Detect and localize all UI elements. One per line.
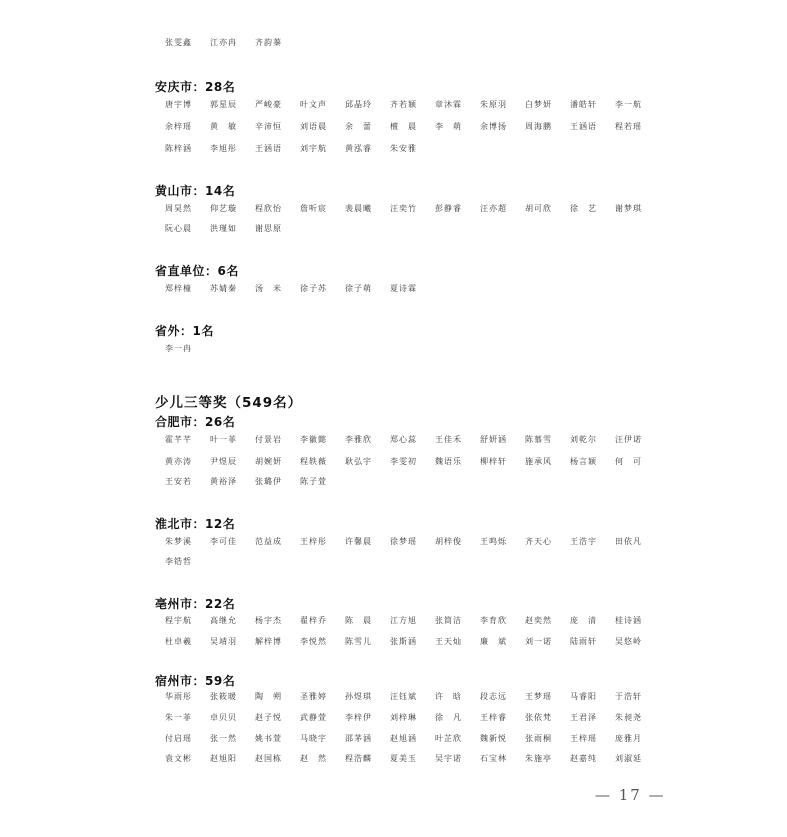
person-name: 徐梦瑶: [390, 537, 417, 546]
person-name: 阮心晨: [165, 224, 192, 233]
person-name: 朱安雅: [390, 144, 417, 153]
person-name: 王浩宇: [570, 537, 597, 546]
person-name: 程宇航: [165, 616, 192, 625]
person-name: 付启瑶: [165, 734, 192, 743]
section-heading-anqing: 安庆市：28名: [155, 80, 236, 94]
person-name: 张璐伊: [255, 477, 282, 486]
person-name: 李锆哲: [165, 557, 192, 566]
section-heading-huangshan: 黄山市：14名: [155, 184, 236, 198]
section-heading-provincial-units: 省直单位：6名: [155, 264, 239, 278]
person-name: 程若瑶: [615, 122, 642, 131]
person-name: 圣雅婷: [300, 692, 327, 701]
person-name: 陈子萱: [300, 477, 327, 486]
person-name: 程浩麟: [345, 754, 372, 763]
person-name: 刘宇航: [300, 144, 327, 153]
person-name: 朱原羽: [480, 100, 507, 109]
person-name: 张一然: [210, 734, 237, 743]
person-name: 唐宇博: [165, 100, 192, 109]
person-name: 严峻豪: [255, 100, 282, 109]
person-name: 许馨晨: [345, 537, 372, 546]
person-name: 詹听宸: [300, 204, 327, 213]
person-name: 周昊然: [165, 204, 192, 213]
person-name: 赵国栋: [255, 754, 282, 763]
person-name: 吴靖羽: [210, 637, 237, 646]
person-name: 叶文声: [300, 100, 327, 109]
person-name: 武静萱: [300, 713, 327, 722]
person-name: 李雅欣: [345, 435, 372, 444]
person-name: 江方旭: [390, 616, 417, 625]
person-name: 王梓瑶: [570, 734, 597, 743]
person-name: 张依梵: [525, 713, 552, 722]
person-name: 孙煜琪: [345, 692, 372, 701]
person-name: 叶芷欣: [435, 734, 462, 743]
section-heading-hefei: 合肥市：26名: [155, 415, 236, 429]
person-name: 庞 清: [570, 616, 597, 625]
person-name: 杜卓羲: [165, 637, 192, 646]
person-name: 潘皓轩: [570, 100, 597, 109]
person-name: 李一冉: [165, 344, 192, 353]
person-name: 廉 斌: [480, 637, 507, 646]
person-name: 汪亦超: [480, 204, 507, 213]
person-name: 范益成: [255, 537, 282, 546]
person-name: 于浩轩: [615, 692, 642, 701]
person-name: 吴宇诺: [435, 754, 462, 763]
person-name: 李一航: [615, 100, 642, 109]
person-name: 胡婉妍: [255, 457, 282, 466]
person-name: 朱昶尧: [615, 713, 642, 722]
person-name: 赵子悦: [255, 713, 282, 722]
person-name: 仰艺璇: [210, 204, 237, 213]
page-number: — 17 —: [595, 786, 666, 804]
person-name: 石宝林: [480, 754, 507, 763]
person-name: 魏新悦: [480, 734, 507, 743]
person-name: 张简洁: [435, 616, 462, 625]
person-name: 王梓彤: [300, 537, 327, 546]
person-name: 朱施亭: [525, 754, 552, 763]
person-name: 胡梓俊: [435, 537, 462, 546]
person-name: 李梓伊: [345, 713, 372, 722]
person-name: 田依凡: [615, 537, 642, 546]
person-name: 王梦瑶: [525, 692, 552, 701]
person-name: 施承风: [525, 457, 552, 466]
person-name: 张雯鑫: [165, 38, 192, 47]
person-name: 付景岩: [255, 435, 282, 444]
person-name: 马睿阳: [570, 692, 597, 701]
person-name: 袁文彬: [165, 754, 192, 763]
person-name: 刘一诺: [525, 637, 552, 646]
person-name: 李育欣: [480, 616, 507, 625]
person-name: 齐天心: [525, 537, 552, 546]
person-name: 郑梓橦: [165, 284, 192, 293]
person-name: 陶 朔: [255, 692, 282, 701]
person-name: 刘乾尔: [570, 435, 597, 444]
person-name: 舒妍涵: [480, 435, 507, 444]
person-name: 张斯涵: [390, 637, 417, 646]
person-name: 李悦然: [300, 637, 327, 646]
person-name: 陆雨轩: [570, 637, 597, 646]
section-heading-bozhou: 亳州市：22名: [155, 597, 236, 611]
person-name: 余 蕾: [345, 122, 372, 131]
person-name: 张雨桐: [525, 734, 552, 743]
person-name: 余梓瑶: [165, 122, 192, 131]
person-name: 王鸣烁: [480, 537, 507, 546]
award-title: 少儿三等奖（549名）: [155, 395, 303, 411]
person-name: 吴悠岭: [615, 637, 642, 646]
person-name: 白梦妍: [525, 100, 552, 109]
person-name: 苏婧秦: [210, 284, 237, 293]
person-name: 李雯初: [390, 457, 417, 466]
person-name: 姚书萱: [255, 734, 282, 743]
section-heading-suzhou: 宿州市：59名: [155, 674, 236, 688]
person-name: 刘语晨: [300, 122, 327, 131]
person-name: 徐 艺: [570, 204, 597, 213]
person-name: 李徽懿: [300, 435, 327, 444]
person-name: 张筱暖: [210, 692, 237, 701]
person-name: 王安若: [165, 477, 192, 486]
person-name: 魏语乐: [435, 457, 462, 466]
person-name: 陈梓涵: [165, 144, 192, 153]
person-name: 夏美玉: [390, 754, 417, 763]
person-name: 马晓宇: [300, 734, 327, 743]
person-name: 齐韵蓁: [255, 38, 282, 47]
person-name: 段志远: [480, 692, 507, 701]
person-name: 庞雅月: [615, 734, 642, 743]
section-heading-outside-province: 省外：1名: [155, 324, 214, 338]
person-name: 李可佳: [210, 537, 237, 546]
person-name: 夏诗霖: [390, 284, 417, 293]
person-name: 朱梦溪: [165, 537, 192, 546]
person-name: 王天灿: [435, 637, 462, 646]
person-name: 王涵语: [255, 144, 282, 153]
person-name: 刘梓琳: [390, 713, 417, 722]
person-name: 辛沛恒: [255, 122, 282, 131]
person-name: 黄泓睿: [345, 144, 372, 153]
person-name: 郭星辰: [210, 100, 237, 109]
person-name: 刘淑延: [615, 754, 642, 763]
person-name: 陈 晨: [345, 616, 372, 625]
person-name: 汪奕竹: [390, 204, 417, 213]
section-heading-huaibei: 淮北市：12名: [155, 517, 236, 531]
person-name: 陈雪儿: [345, 637, 372, 646]
person-name: 翟梓乔: [300, 616, 327, 625]
person-name: 王梓睿: [480, 713, 507, 722]
person-name: 许 晗: [435, 692, 462, 701]
person-name: 谢梦琪: [615, 204, 642, 213]
person-name: 裴晨曦: [345, 204, 372, 213]
person-name: 汪钰斌: [390, 692, 417, 701]
person-name: 徐子苏: [300, 284, 327, 293]
person-name: 谢思原: [255, 224, 282, 233]
person-name: 霍芊芊: [165, 435, 192, 444]
person-name: 李 萌: [435, 122, 462, 131]
person-name: 赵 然: [300, 754, 327, 763]
person-name: 耿弘宇: [345, 457, 372, 466]
person-name: 黄裕泽: [210, 477, 237, 486]
person-name: 邵茅涵: [345, 734, 372, 743]
person-name: 章沐霖: [435, 100, 462, 109]
person-name: 程欣怡: [255, 204, 282, 213]
person-name: 王佳禾: [435, 435, 462, 444]
person-name: 桂诗涵: [615, 616, 642, 625]
person-name: 余博扬: [480, 122, 507, 131]
person-name: 徐子萌: [345, 284, 372, 293]
person-name: 洪瑾如: [210, 224, 237, 233]
person-name: 黄 敏: [210, 122, 237, 131]
person-name: 江亦冉: [210, 38, 237, 47]
person-name: 檀 晨: [390, 122, 417, 131]
person-name: 程轶薇: [300, 457, 327, 466]
person-name: 郑心蕊: [390, 435, 417, 444]
person-name: 汤 米: [255, 284, 282, 293]
person-name: 尹煜辰: [210, 457, 237, 466]
person-name: 卓贝贝: [210, 713, 237, 722]
person-name: 朱一菲: [165, 713, 192, 722]
person-name: 解梓博: [255, 637, 282, 646]
person-name: 高继允: [210, 616, 237, 625]
person-name: 胡可欣: [525, 204, 552, 213]
person-name: 赵旭阳: [210, 754, 237, 763]
person-name: 赵奕然: [525, 616, 552, 625]
person-name: 叶一菲: [210, 435, 237, 444]
person-name: 赵嘉纯: [570, 754, 597, 763]
person-name: 齐若颖: [390, 100, 417, 109]
person-name: 邱晶玲: [345, 100, 372, 109]
person-name: 李旭彤: [210, 144, 237, 153]
person-name: 柳梓轩: [480, 457, 507, 466]
person-name: 杨宇杰: [255, 616, 282, 625]
person-name: 杨言颖: [570, 457, 597, 466]
person-name: 黄亦涛: [165, 457, 192, 466]
person-name: 何 可: [615, 457, 642, 466]
person-name: 汪伊诺: [615, 435, 642, 444]
person-name: 陈慕雪: [525, 435, 552, 444]
person-name: 彭静睿: [435, 204, 462, 213]
person-name: 王君泽: [570, 713, 597, 722]
person-name: 王涵语: [570, 122, 597, 131]
person-name: 赵旭涵: [390, 734, 417, 743]
person-name: 华雨彤: [165, 692, 192, 701]
person-name: 徐 凡: [435, 713, 462, 722]
person-name: 周海鹏: [525, 122, 552, 131]
